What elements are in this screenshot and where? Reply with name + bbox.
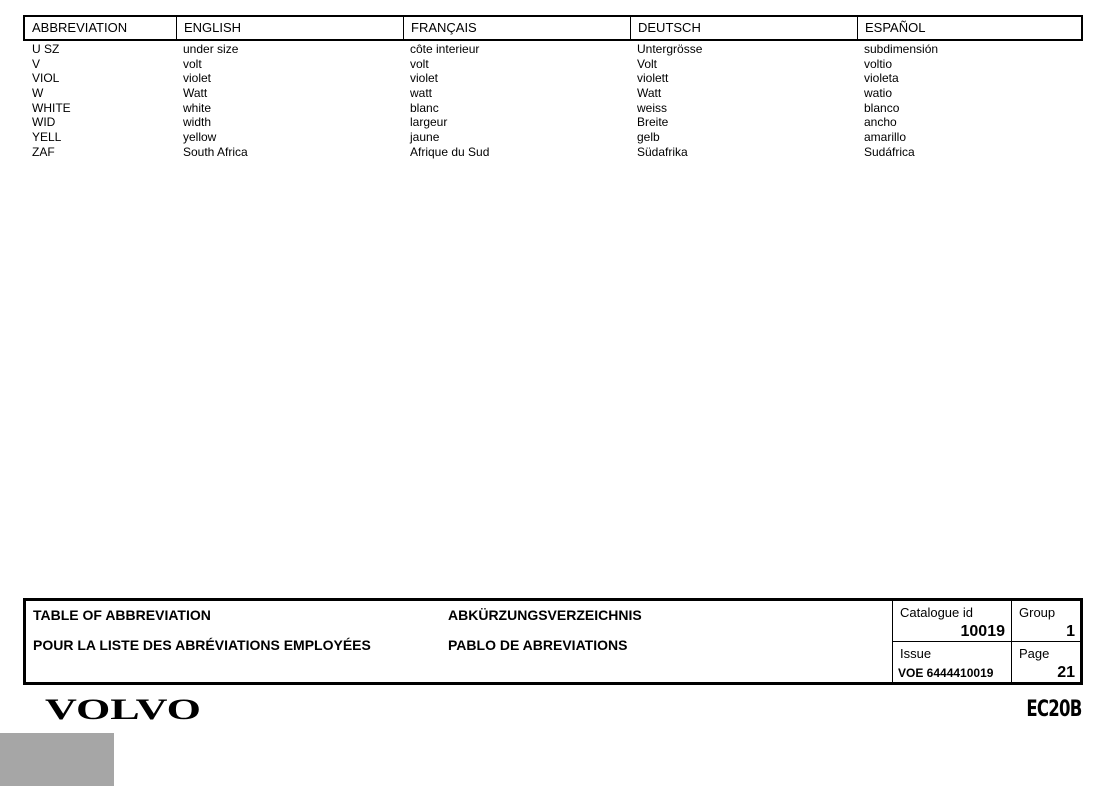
cell-francais: volt xyxy=(410,56,429,71)
volvo-logo xyxy=(45,694,205,729)
cell-english: South Africa xyxy=(183,144,248,159)
issue-value: VOE 6444410019 xyxy=(898,666,994,680)
cell-abbreviation: WHITE xyxy=(32,100,71,115)
cell-abbreviation: VIOL xyxy=(32,71,60,86)
table-row xyxy=(25,115,1081,130)
table-row xyxy=(25,71,1081,86)
cell-espanol: Sudáfrica xyxy=(864,144,915,159)
issue-cell xyxy=(893,642,1012,682)
cell-deutsch: Breite xyxy=(637,115,669,130)
cell-deutsch: Südafrika xyxy=(637,144,688,159)
cell-francais: violet xyxy=(410,71,439,86)
cell-abbreviation: WID xyxy=(32,115,56,130)
header-english: ENGLISH xyxy=(177,17,404,39)
abbreviation-table-body xyxy=(25,42,1081,160)
page-label: Page xyxy=(1019,646,1050,661)
footer-title-german: ABKÜRZUNGSVERZEICHNIS xyxy=(448,607,642,623)
cell-deutsch: Untergrösse xyxy=(637,42,703,56)
table-row xyxy=(25,130,1081,145)
cell-francais: watt xyxy=(410,86,433,101)
cell-abbreviation: W xyxy=(32,86,44,101)
cell-espanol: blanco xyxy=(864,100,900,115)
cell-espanol: amarillo xyxy=(864,130,907,145)
page-cell xyxy=(1012,642,1081,682)
group-label: Group xyxy=(1019,605,1056,620)
cell-espanol: ancho xyxy=(864,115,897,130)
cell-francais: blanc xyxy=(410,100,439,115)
cell-espanol: watio xyxy=(864,86,893,101)
volvo-wordmark xyxy=(45,694,205,724)
cell-deutsch: gelb xyxy=(637,130,660,145)
cell-espanol: voltio xyxy=(864,56,893,71)
table-row xyxy=(25,42,1081,57)
cell-francais: jaune xyxy=(410,130,440,145)
header-francais: FRANÇAIS xyxy=(404,17,631,39)
page-number: 21 xyxy=(1057,664,1075,681)
table-row xyxy=(25,145,1081,160)
table-row xyxy=(25,86,1081,101)
cell-english: Watt xyxy=(183,86,208,101)
cell-english: yellow xyxy=(183,130,217,145)
footer-title-english: TABLE OF ABBREVIATION xyxy=(33,607,211,623)
cell-deutsch: weiss xyxy=(637,100,668,115)
cell-francais: côte interieur xyxy=(410,42,480,56)
cell-english: violet xyxy=(183,71,212,86)
cell-espanol: subdimensión xyxy=(864,42,939,56)
catalogue-id-label: Catalogue id xyxy=(900,605,973,620)
group-value: 1 xyxy=(1066,623,1075,640)
cell-espanol: violeta xyxy=(864,71,899,86)
gray-corner-block xyxy=(0,733,114,786)
table-row xyxy=(25,57,1081,72)
cell-deutsch: Volt xyxy=(637,56,658,71)
header-espanol: ESPAÑOL xyxy=(865,20,926,35)
document-meta-grid xyxy=(892,601,1081,682)
cell-abbreviation: ZAF xyxy=(32,144,55,159)
cell-francais: largeur xyxy=(410,115,448,130)
cell-english: width xyxy=(183,115,212,130)
header-deutsch: DEUTSCH xyxy=(631,17,858,39)
cell-deutsch: violett xyxy=(637,71,669,86)
cell-abbreviation: V xyxy=(32,56,41,71)
group-cell xyxy=(1012,601,1081,642)
machine-model: EC20B xyxy=(1026,697,1082,722)
cell-english: volt xyxy=(183,56,202,71)
footer-title-french: POUR LA LISTE DES ABRÉVIATIONS EMPLOYÉES xyxy=(33,637,371,653)
volvo-logo-text: VOLVO xyxy=(45,694,201,724)
cell-francais: Afrique du Sud xyxy=(410,144,490,159)
table-row xyxy=(25,101,1081,116)
header-abbreviation: ABBREVIATION xyxy=(25,17,177,39)
cell-deutsch: Watt xyxy=(637,86,662,101)
cell-english: under size xyxy=(183,42,239,56)
footer-title-spanish: PABLO DE ABREVIATIONS xyxy=(448,637,628,653)
cell-abbreviation: U SZ xyxy=(32,42,60,56)
cell-abbreviation: YELL xyxy=(32,130,62,145)
catalogue-id-cell xyxy=(893,601,1012,642)
abbreviation-table-header xyxy=(23,15,1083,41)
title-block xyxy=(23,598,1083,685)
issue-label: Issue xyxy=(900,646,932,661)
catalogue-id-value: 10019 xyxy=(960,623,1005,640)
cell-english: white xyxy=(183,100,212,115)
